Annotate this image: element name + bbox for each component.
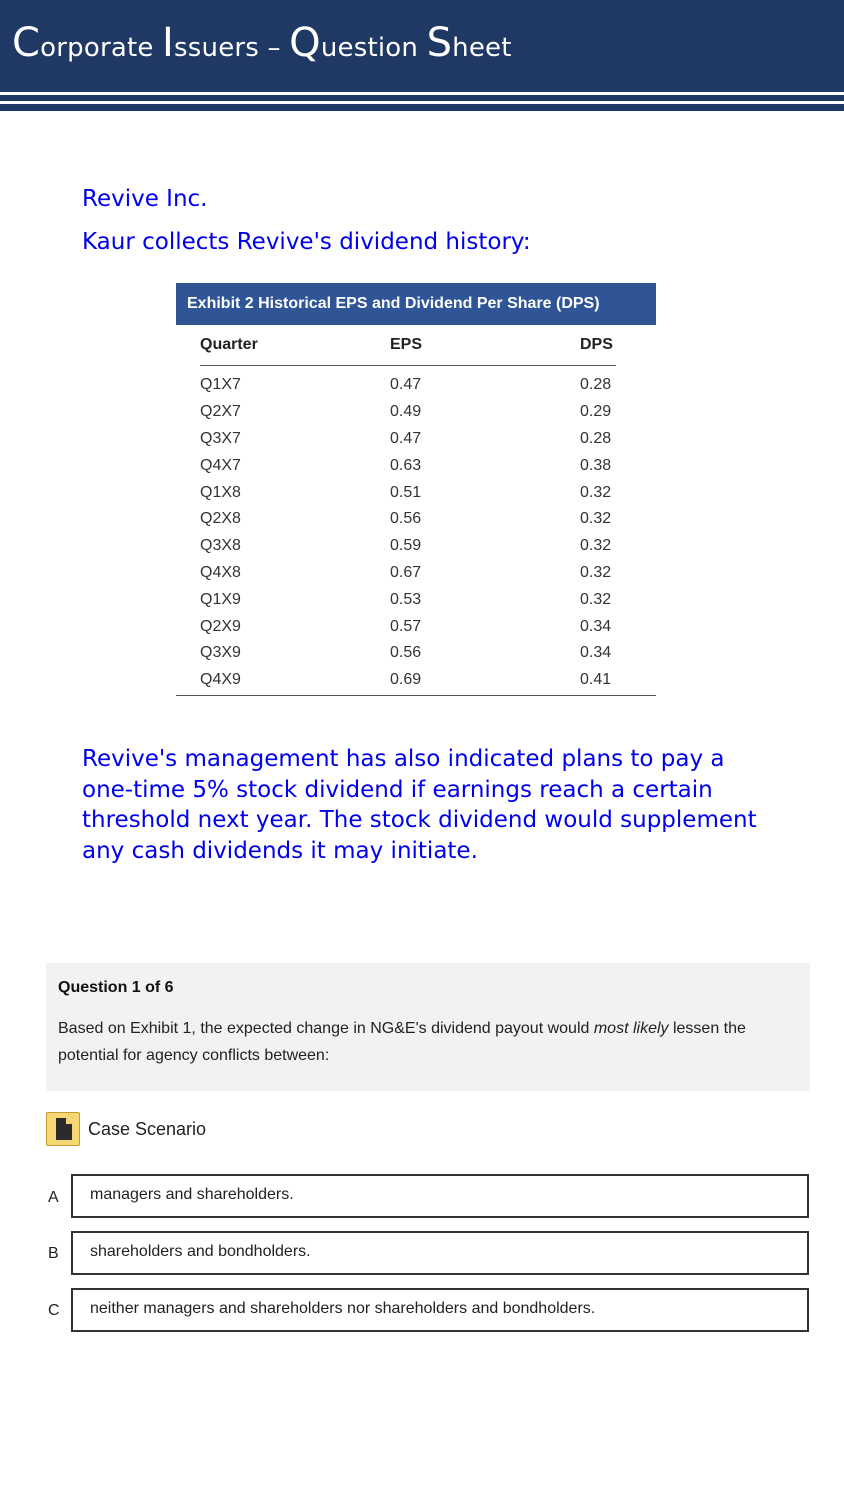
cell-quarter: Q3X9 xyxy=(200,644,241,662)
column-header-eps: EPS xyxy=(390,325,580,366)
title-cap-3: Q xyxy=(289,20,321,66)
table-row xyxy=(200,506,616,533)
choice-c-text: neither managers and shareholders nor shareholders and bondholders. xyxy=(90,1300,596,1317)
question-text-start: Based on Exhibit 1, the expected change in NG&E's dividend payout would xyxy=(58,1020,594,1037)
cell-eps: 0.69 xyxy=(390,671,422,689)
cell-eps: 0.47 xyxy=(390,429,422,447)
cell-quarter: Q3X7 xyxy=(200,429,241,447)
table-row xyxy=(200,426,616,453)
cell-dps: 0.32 xyxy=(580,563,612,581)
title-rest-1: orporate xyxy=(40,33,163,63)
cell-eps: 0.51 xyxy=(390,483,422,501)
table-row xyxy=(200,399,616,426)
table-row xyxy=(200,533,616,560)
title-cap-4: S xyxy=(426,20,453,66)
cell-dps: 0.32 xyxy=(580,537,612,555)
table-row xyxy=(200,586,616,613)
exhibit-table xyxy=(200,325,616,694)
cell-quarter: Q1X9 xyxy=(200,590,241,608)
table-row xyxy=(200,366,616,399)
exhibit-bottom-rule xyxy=(176,695,656,696)
table-row xyxy=(200,640,616,667)
page-header xyxy=(0,0,844,92)
cell-eps: 0.56 xyxy=(390,644,422,662)
title-cap-2: I xyxy=(162,20,175,66)
choice-letter-c: C xyxy=(48,1302,60,1319)
cell-dps: 0.34 xyxy=(580,617,612,635)
choice-b-button[interactable] xyxy=(71,1231,809,1275)
question-panel xyxy=(46,963,810,1091)
cell-quarter: Q4X9 xyxy=(200,671,241,689)
header-divider-top xyxy=(0,95,844,101)
cell-quarter: Q1X8 xyxy=(200,483,241,501)
cell-dps: 0.41 xyxy=(580,671,612,689)
table-row xyxy=(200,452,616,479)
header-divider-bottom xyxy=(0,104,844,111)
choice-letter-b: B xyxy=(48,1245,59,1262)
choice-a-button[interactable] xyxy=(71,1174,809,1218)
document-icon xyxy=(46,1112,80,1146)
cell-eps: 0.63 xyxy=(390,456,422,474)
cell-quarter: Q4X8 xyxy=(200,563,241,581)
cell-eps: 0.56 xyxy=(390,510,422,528)
column-header-dps: DPS xyxy=(580,325,616,366)
passage-intro: Kaur collects Revive's dividend history: xyxy=(82,229,531,255)
cell-dps: 0.28 xyxy=(580,376,612,394)
exhibit-title: Exhibit 2 Historical EPS and Dividend Per Share (DPS) xyxy=(176,283,656,325)
cell-eps: 0.49 xyxy=(390,403,422,421)
cell-dps: 0.29 xyxy=(580,403,612,421)
cell-quarter: Q3X8 xyxy=(200,537,241,555)
company-name: Revive Inc. xyxy=(82,186,208,212)
question-text-emphasis: most likely xyxy=(593,1020,669,1037)
cell-dps: 0.38 xyxy=(580,456,612,474)
cell-dps: 0.32 xyxy=(580,590,612,608)
title-rest-4: heet xyxy=(452,33,512,63)
cell-eps: 0.59 xyxy=(390,537,422,555)
question-text-end: lessen the potential for agency conflicts between: xyxy=(58,1020,746,1064)
case-scenario-label: Case Scenario xyxy=(88,1119,207,1139)
cell-dps: 0.32 xyxy=(580,483,612,501)
cell-dps: 0.32 xyxy=(580,510,612,528)
question-number: Question 1 of 6 xyxy=(58,979,174,996)
cell-quarter: Q4X7 xyxy=(200,456,241,474)
cell-quarter: Q2X8 xyxy=(200,510,241,528)
page-title xyxy=(12,20,512,66)
cell-quarter: Q1X7 xyxy=(200,376,241,394)
cell-quarter: Q2X7 xyxy=(200,403,241,421)
cell-quarter: Q2X9 xyxy=(200,617,241,635)
title-cap-1: C xyxy=(12,20,41,66)
title-rest-3: uestion xyxy=(320,33,427,63)
table-row xyxy=(200,560,616,587)
cell-dps: 0.34 xyxy=(580,644,612,662)
choice-b-text: shareholders and bondholders. xyxy=(90,1243,311,1260)
cell-eps: 0.53 xyxy=(390,590,422,608)
title-rest-2: ssuers – xyxy=(174,33,290,63)
exhibit-header-row xyxy=(200,325,616,366)
choice-c-button[interactable] xyxy=(71,1288,809,1332)
column-header-quarter: Quarter xyxy=(200,325,390,366)
question-text xyxy=(58,1015,803,1069)
cell-eps: 0.67 xyxy=(390,563,422,581)
cell-dps: 0.28 xyxy=(580,429,612,447)
table-row xyxy=(200,667,616,694)
table-row xyxy=(200,479,616,506)
passage-note: Revive's management has also indicated plans to pay a one-time 5% stock dividend if earnings reach a certain threshold next year. The stock dividend would supplement any cash dividends it may initiate. xyxy=(82,746,757,864)
cell-eps: 0.57 xyxy=(390,617,422,635)
choice-letter-a: A xyxy=(48,1189,59,1206)
choice-a-text: managers and shareholders. xyxy=(90,1186,294,1203)
cell-eps: 0.47 xyxy=(390,376,422,394)
exhibit-table-figure xyxy=(176,283,656,689)
table-row xyxy=(200,613,616,640)
